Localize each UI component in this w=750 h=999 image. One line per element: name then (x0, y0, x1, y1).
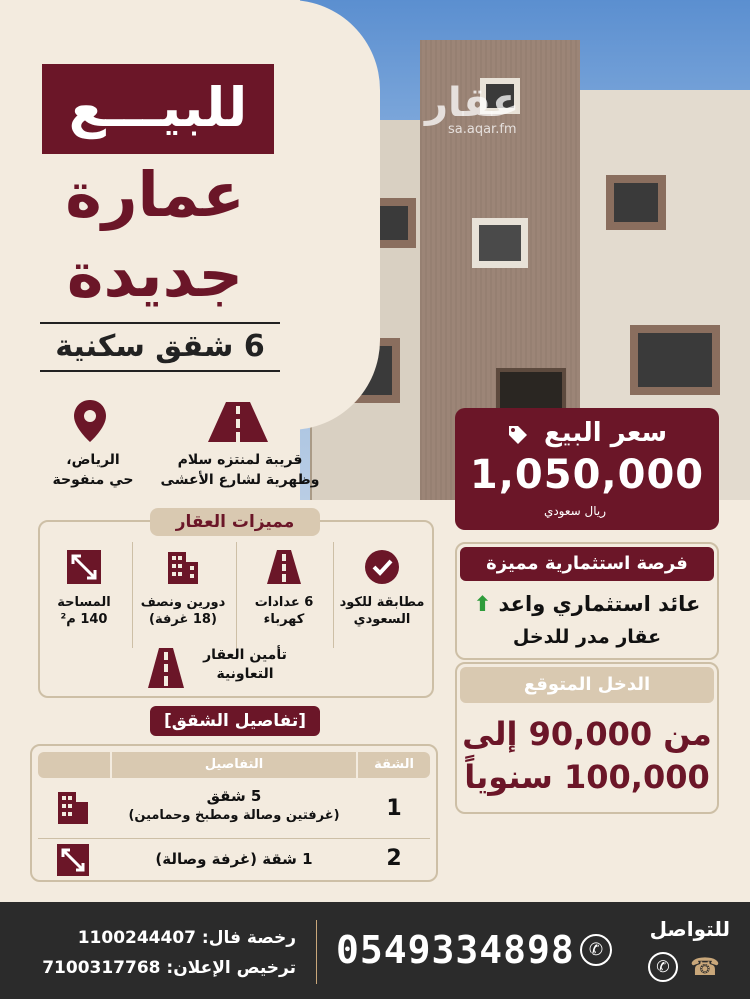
location-text (38, 450, 148, 490)
location-city: الرياض، (66, 452, 120, 468)
investment-line2: عقار مدر للدخل (512, 626, 662, 648)
divider (132, 542, 133, 648)
table-row-details-line2: (غرفتين وصالة ومطبخ وحمامين) (128, 808, 340, 823)
building-title-line2: جديدة (66, 238, 244, 311)
feature-label: المساحة (57, 595, 111, 610)
investment-line1 (460, 592, 714, 616)
table-row-details: 1 شقة (غرفة وصالة) (155, 850, 313, 868)
insurance-text (180, 646, 310, 684)
table-row-unit: 1 (386, 796, 402, 821)
feature-label: 6 عدادات (254, 595, 314, 610)
location-district: حي منفوحة (52, 472, 134, 488)
nearby-line2: وظهرية لشارع الأعشى (160, 472, 320, 488)
income-line2: 100,000 سنوياً (464, 758, 710, 796)
price-tag-icon (507, 423, 529, 445)
feature-label: دورين ونصف (140, 595, 226, 610)
price-value: 1,050,000 (469, 452, 705, 498)
watermark-brand: عقار (425, 80, 520, 126)
table-row-unit: 2 (386, 846, 402, 871)
whatsapp-icon[interactable]: ✆ (648, 952, 678, 982)
income-line1: من 90,000 إلى (462, 715, 712, 753)
features-title: مميزات العقار (150, 508, 320, 536)
building-icon (164, 548, 202, 586)
feature-label: السعودي (353, 612, 411, 627)
apartments-count: 6 شقق سكنية (40, 322, 280, 372)
feature-label: مطابقة للكود (339, 595, 425, 610)
check-circle-icon (363, 548, 401, 586)
fal-license: رخصة فال: 1100244407 (77, 928, 296, 948)
whatsapp-icon[interactable]: ✆ (580, 934, 612, 966)
feature-floors (135, 548, 231, 628)
area-icon (65, 548, 103, 586)
price-label-text: سعر البيع (543, 418, 668, 448)
phone-icon[interactable]: ☎ (690, 953, 720, 981)
feature-label: كهرباء (263, 612, 305, 627)
location-pin-icon (70, 398, 110, 446)
feature-saudi-code (334, 548, 430, 628)
investment-return-text: عائد استثماري واعد (498, 592, 701, 616)
divider (236, 542, 237, 648)
apartments-table-title: [تفاصيل الشقق] (150, 706, 320, 736)
footer-divider (316, 920, 317, 984)
nearby-text (150, 450, 330, 490)
building-icon (54, 788, 92, 826)
feature-label: (18 غرفة) (149, 612, 217, 627)
table-row-details-line1: 5 شقق (206, 787, 262, 805)
price-currency: ريال سعودي (543, 504, 607, 518)
phone-number[interactable]: 0549334898 (336, 928, 575, 972)
feature-area (36, 548, 132, 628)
table-divider (38, 838, 430, 839)
table-header-details: التفاصيل (112, 752, 356, 778)
divider (333, 542, 334, 648)
area-icon (56, 843, 90, 877)
feature-meters (236, 548, 332, 628)
building-title-line1: عمارة (65, 158, 245, 231)
table-header-icon (38, 752, 110, 778)
insurance-line2: التعاونية (216, 666, 274, 682)
feature-label: 140 م² (60, 612, 108, 627)
road-icon (208, 402, 268, 442)
insurance-line1: تأمين العقار (203, 647, 287, 663)
window (606, 175, 666, 230)
watermark-domain: sa.aqar.fm (448, 122, 517, 137)
investment-title: فرصة استثمارية مميزة (460, 547, 714, 581)
ad-license: ترخيص الإعلان: 7100317768 (42, 958, 296, 978)
nearby-line1: قريبة لمنتزه سلام (177, 452, 303, 468)
price-box (455, 408, 719, 530)
road-icon (265, 548, 303, 586)
road-icon (148, 648, 184, 688)
table-row-details (112, 786, 356, 826)
for-sale-badge: للبيـــع (42, 64, 274, 154)
price-label (455, 418, 719, 448)
window (630, 325, 720, 395)
income-title: الدخل المتوقع (460, 667, 714, 703)
contact-label: للتواصل (649, 917, 730, 941)
table-header-unit: الشقة (358, 752, 430, 778)
building-title (30, 160, 280, 310)
window (472, 218, 528, 268)
arrow-up-icon: ⬆ (473, 592, 492, 616)
